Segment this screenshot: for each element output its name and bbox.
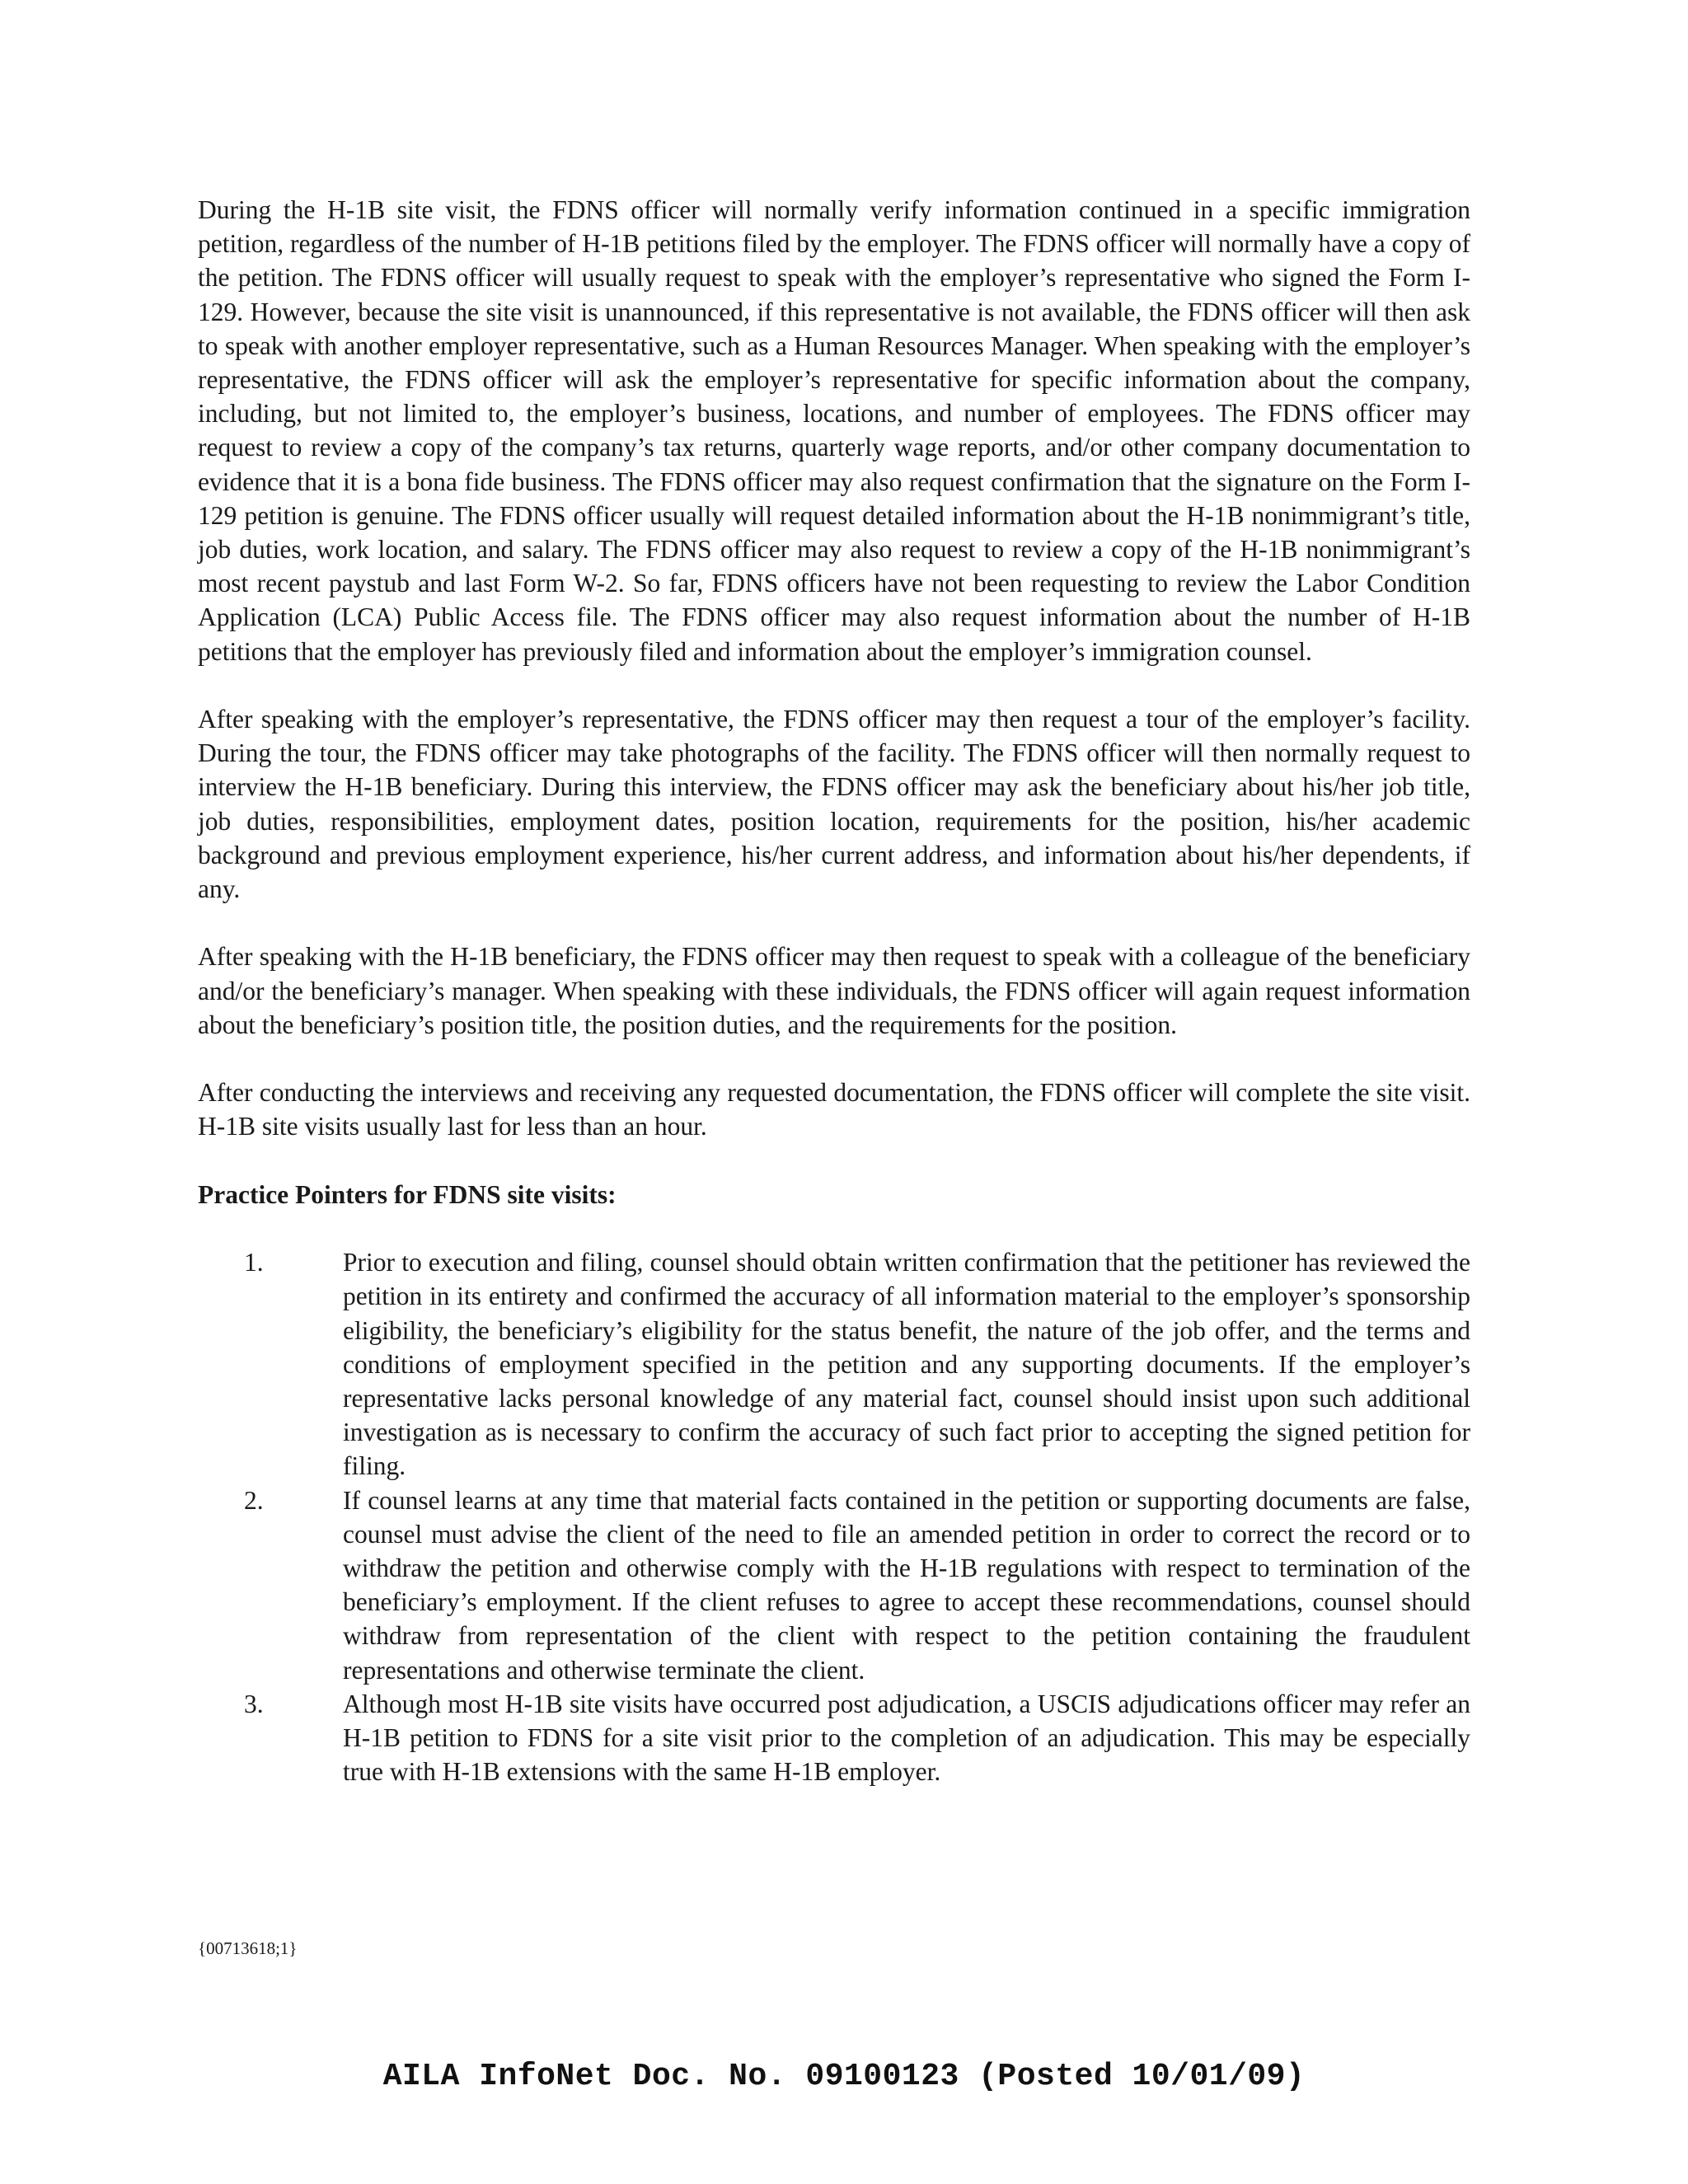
list-item [198,1245,1470,1483]
list-item-text: Prior to execution and filing, counsel should obtain written confirmation that the petitioner has reviewed the petition in its entirety and confirmed the accuracy of all information material to the employer’s sponsorship eligibility, the beneficiary’s eligibility for the status benefit, the nature of the job offer, and the terms and conditions of employment specified in the petition and any supporting documents. If the employer’s representative lacks personal knowledge of any material fact, counsel should insist upon such additional investigation as is necessary to confirm the accuracy of such fact prior to accepting the signed petition for filing. [343,1248,1470,1481]
paragraph-facility-tour: After speaking with the employer’s representative, the FDNS officer may then request a tour of the employer’s facility. During the tour, the FDNS officer may take photographs of the facility. The FDNS officer will then normally request to interview the H-1B beneficiary. During this interview, the FDNS officer may ask the beneficiary about his/her job title, job duties, responsibilities, employment dates, position location, requirements for the position, his/her academic background and previous employment experience, his/her current address, and information about his/her dependents, if any. [198,705,1470,904]
list-item-number: 2. [244,1485,264,1515]
practice-pointers-heading: Practice Pointers for FDNS site visits: [198,1179,617,1209]
paragraph-visit-completion: After conducting the interviews and receiving any requested documentation, the FDNS officer will complete the site visit. H-1B site visits usually last for less than an hour. [198,1078,1470,1141]
document-body [198,193,1470,1788]
paragraph-site-visit-overview: During the H-1B site visit, the FDNS officer will normally verify information continued in a specific immigration petition, regardless of the number of H-1B petitions filed by the employer. The FDNS officer will normally have a copy of the petition. The FDNS officer will usually request to speak with the employer’s representative who signed the Form I-129. However, because the site visit is unannounced, if this representative is not available, the FDNS officer will then ask to speak with another employer representative, such as a Human Resources Manager. When speaking with the employer’s representative, the FDNS officer will ask the employer’s representative for specific information about the company, including, but not limited to, the employer’s business, locations, and number of employees. The FDNS officer may request to review a copy of the company’s tax returns, quarterly wage reports, and/or other company documentation to evidence that it is a bona fide business. The FDNS officer may also request confirmation that the signature on the Form I-129 petition is genuine. The FDNS officer usually will request detailed information about the H-1B nonimmigrant’s title, job duties, work location, and salary. The FDNS officer may also request to review a copy of the H-1B nonimmigrant’s most recent paystub and last Form W-2. So far, FDNS officers have not been requesting to review the Labor Condition Application (LCA) Public Access file. The FDNS officer may also request information about the number of H-1B petitions that the employer has previously filed and information about the employer’s immigration counsel. [198,195,1470,666]
practice-pointers-list [198,1245,1470,1788]
list-item-text: If counsel learns at any time that material facts contained in the petition or supporting documents are false, counsel must advise the client of the need to file an amended petition in order to correct the record or to withdraw the petition and otherwise comply with the H-1B regulations with respect to termination of the beneficiary’s employment. If the client refuses to agree to accept these recommendations, counsel should withdraw from representation of the client with respect to the petition containing the fraudulent representations and otherwise terminate the client. [343,1485,1470,1685]
paragraph-colleague-interview: After speaking with the H-1B beneficiary, the FDNS officer may then request to speak with a colleague of the beneficiary and/or the beneficiary’s manager. When speaking with these individuals, the FDNS officer will again request information about the beneficiary’s position title, the position duties, and the requirements for the position. [198,942,1470,1039]
list-item-text: Although most H-1B site visits have occurred post adjudication, a USCIS adjudications officer may refer an H-1B petition to FDNS for a site visit prior to the completion of an adjudication. This may be especially true with H-1B extensions with the same H-1B employer. [343,1689,1470,1787]
list-item [198,1687,1470,1789]
list-item-number: 3. [244,1689,264,1718]
document-id: {00713618;1} [198,1938,298,1958]
list-item [198,1483,1470,1687]
page-footer: AILA InfoNet Doc. No. 09100123 (Posted 10/01/09) [382,2059,1306,2094]
list-item-number: 1. [244,1248,264,1277]
